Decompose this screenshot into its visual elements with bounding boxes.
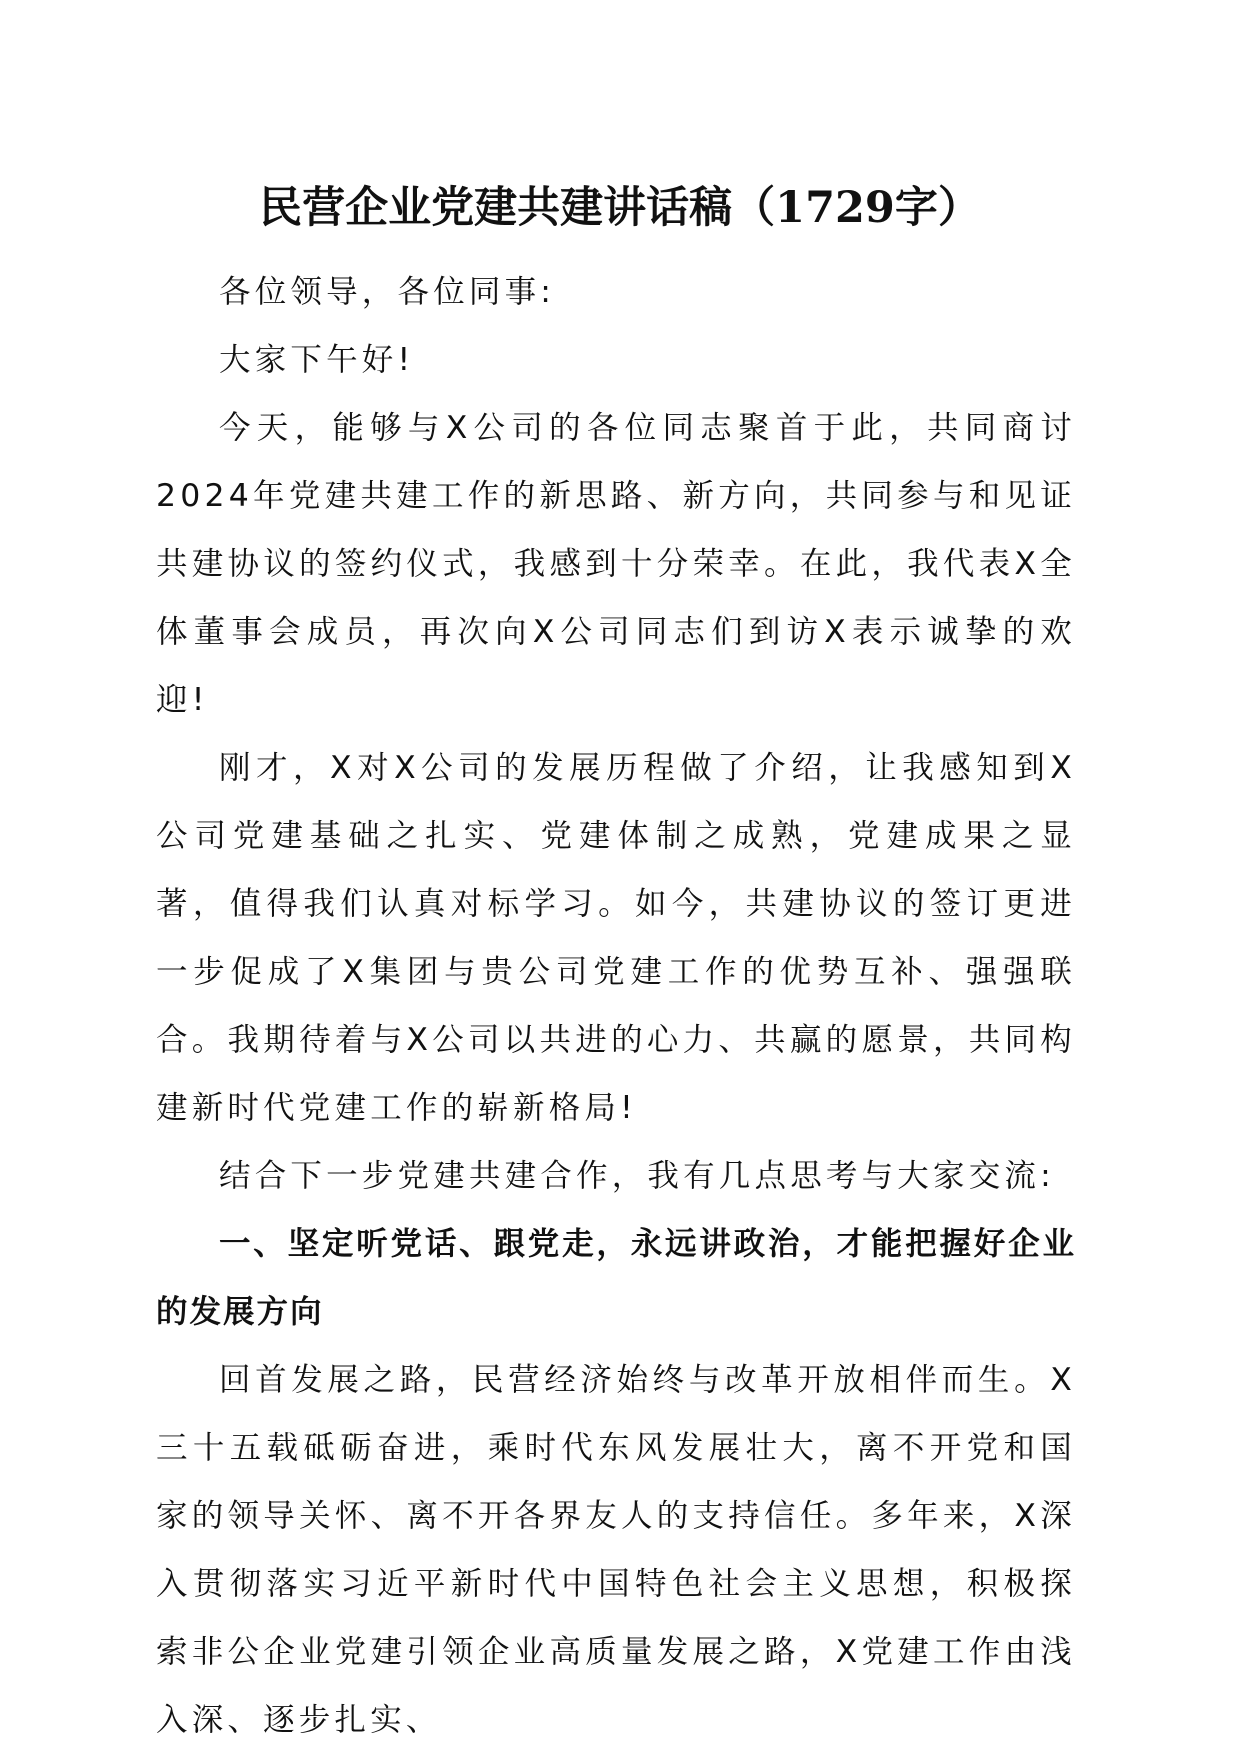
paragraph-introduction: 刚才，X对X公司的发展历程做了介绍，让我感知到X公司党建基础之扎实、党建体制之成熟，党建成果之显著，值得我们认真对标学习。如今，共建协议的签订更进一步促成了X集团与贵公司党建工作的优势互补、强强联合。我期待着与X公司以共进的心力、共赢的愿景，共同构建新时代党建工作的崭新格局! bbox=[156, 750, 1076, 1126]
paragraph-welcome: 今天，能够与X公司的各位同志聚首于此，共同商讨2024年党建共建工作的新思路、新方向，共同参与和见证共建协议的签约仪式，我感到十分荣幸。在此，我代表X全体董事会成员，再次向X公司同志们到访X表示诚挚的欢迎! bbox=[156, 410, 1076, 718]
document-title: 民营企业党建共建讲话稿（1729字） bbox=[259, 183, 981, 233]
paragraph-salutation: 各位领导，各位同事: bbox=[219, 274, 556, 310]
section-heading-1: 一、坚定听党话、跟党走，永远讲政治，才能把握好企业的发展方向 bbox=[156, 1226, 1076, 1330]
paragraph-greeting: 大家下午好! bbox=[219, 342, 415, 378]
paragraph-development: 回首发展之路，民营经济始终与改革开放相伴而生。X三十五载砥砺奋进，乘时代东风发展壮大，离不开党和国家的领导关怀、离不开各界友人的支持信任。多年来，X深入贯彻落实习近平新时代中国特色社会主义思想，积极探索非公企业党建引领企业高质量发展之路，X党建工作由浅入深、逐步扎实、 bbox=[156, 1362, 1076, 1738]
document-body bbox=[156, 258, 1076, 1754]
paragraph-transition: 结合下一步党建共建合作，我有几点思考与大家交流: bbox=[219, 1158, 1055, 1194]
